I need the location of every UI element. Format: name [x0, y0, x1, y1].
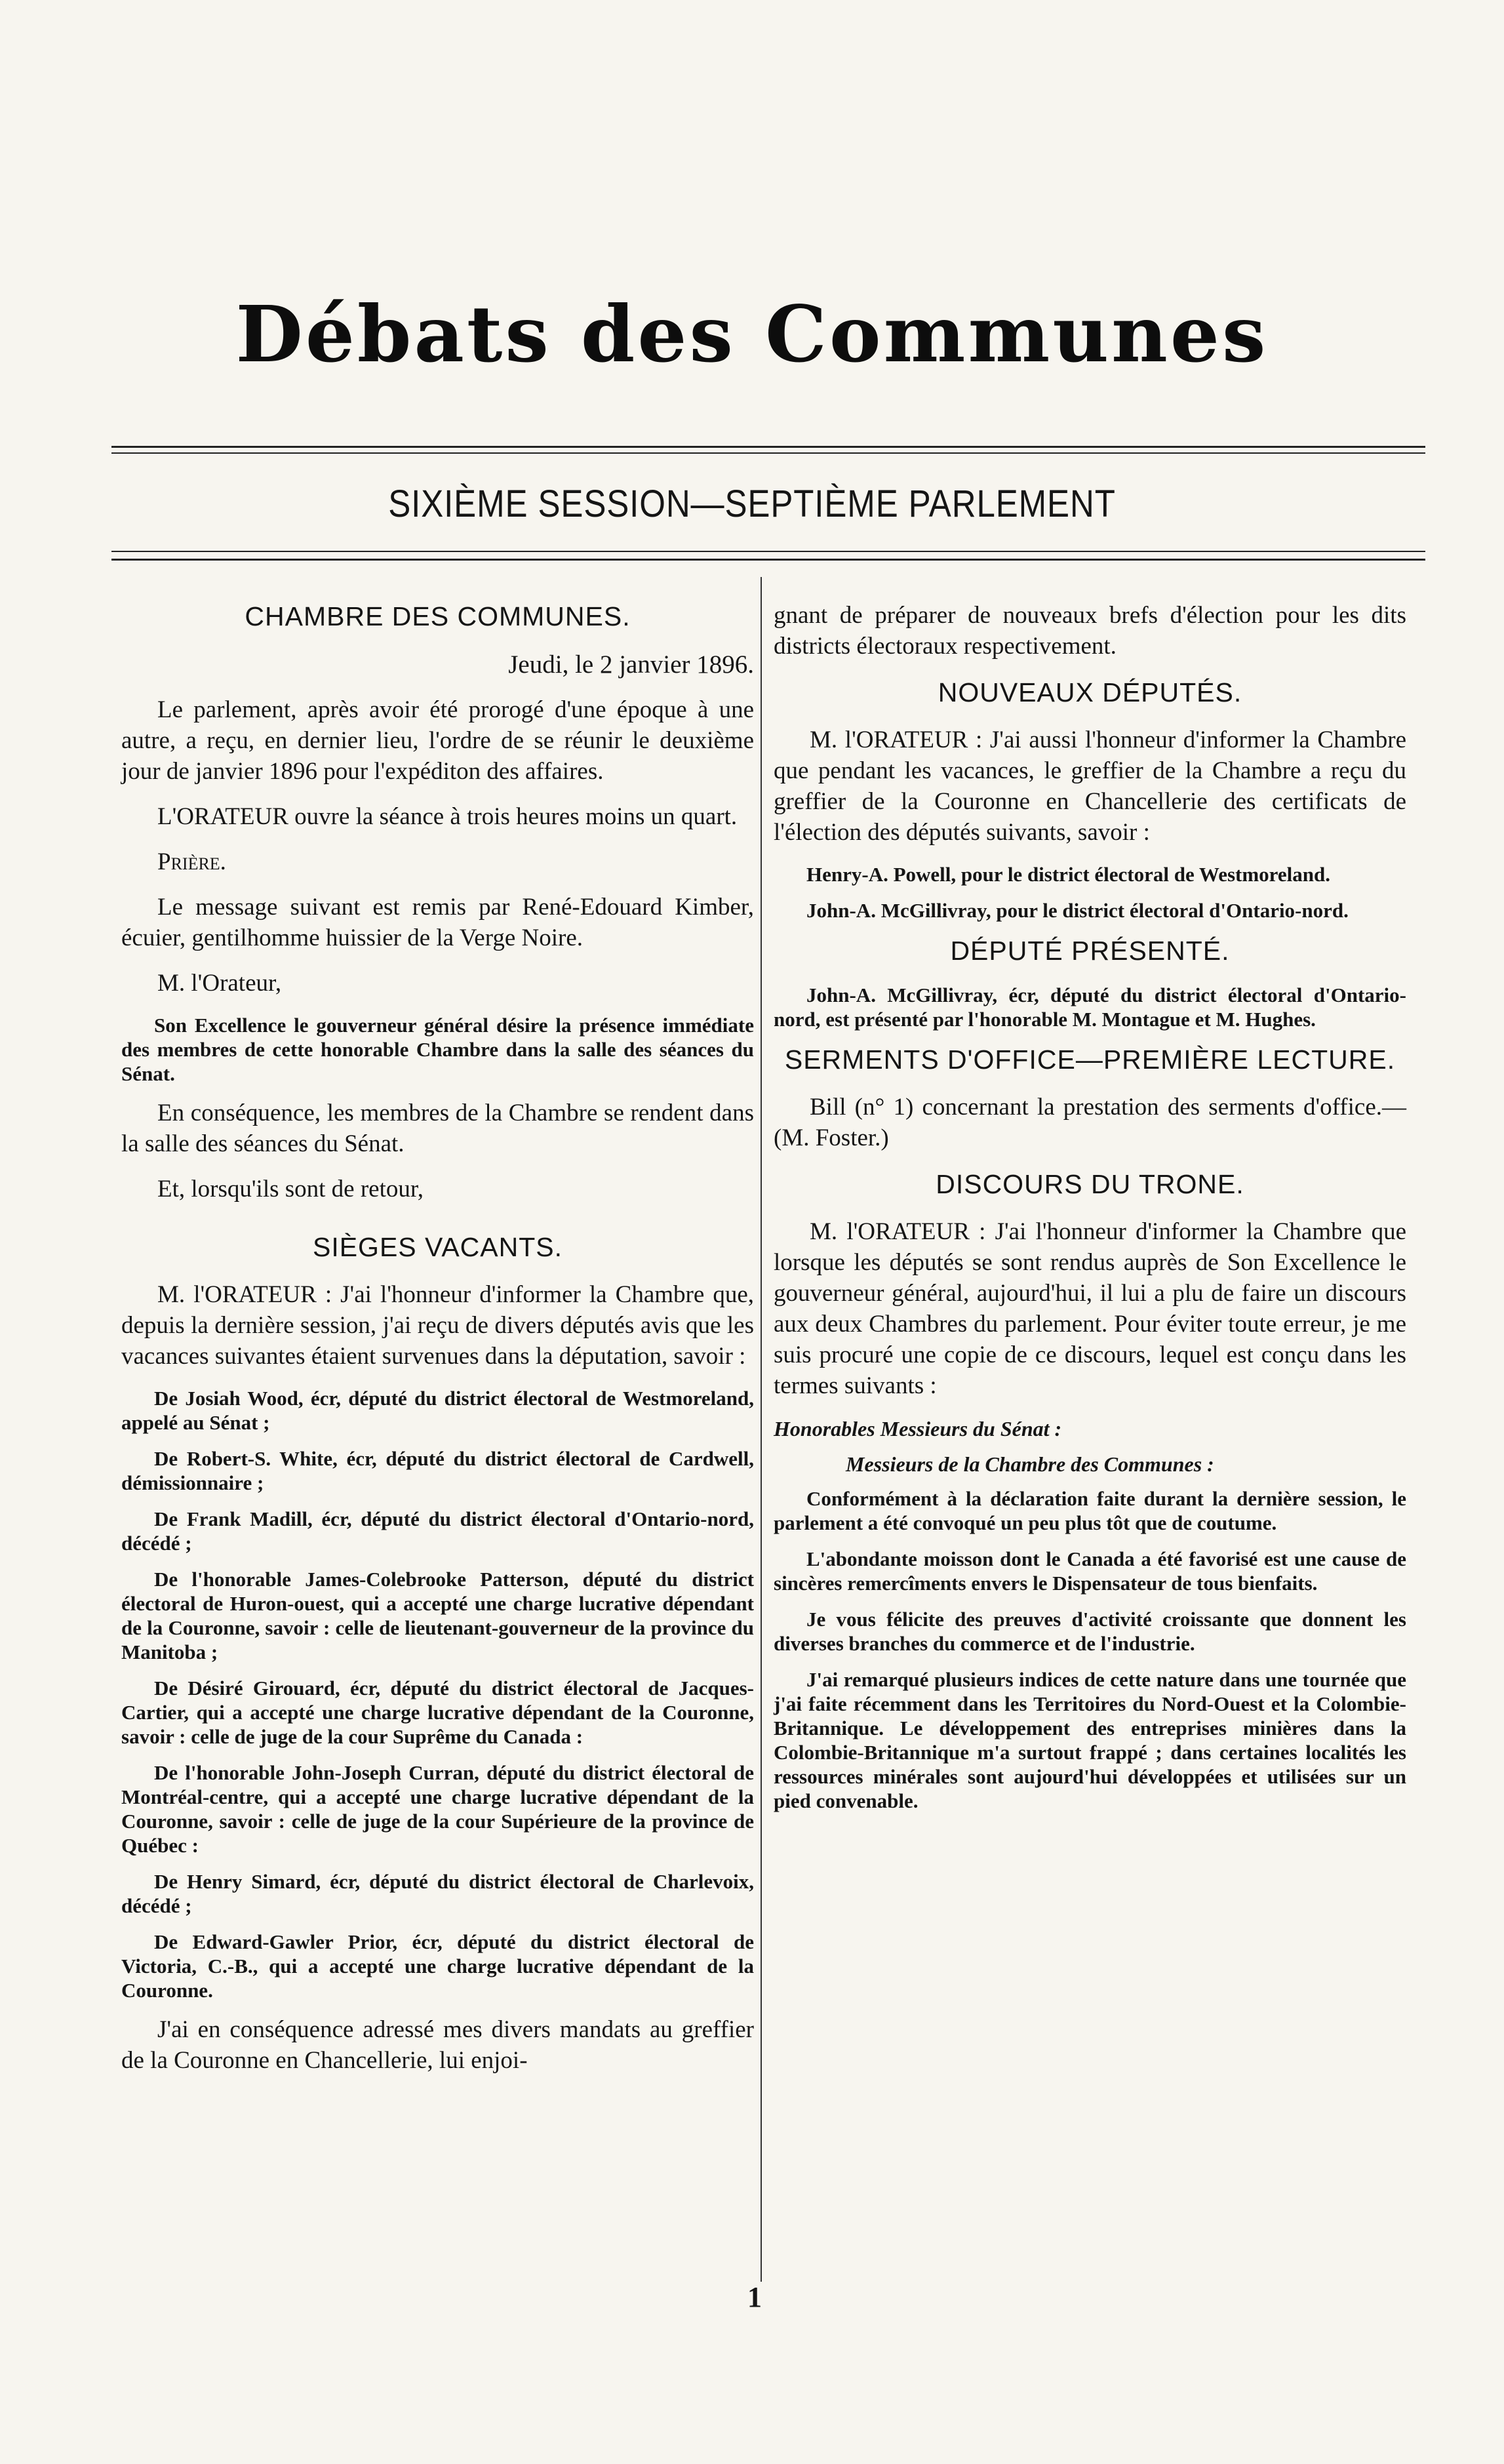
speech-paragraph: Conformément à la déclaration faite durant la dernière session, le parlement a été convoqué un peu plus tôt que de coutume.	[774, 1487, 1406, 1534]
top-rule-thin	[111, 452, 1425, 454]
paragraph: gnant de préparer de nouveaux brefs d'élection pour les dits districts électoraux respectivement.	[774, 602, 1406, 660]
masthead-title: Débats des Communes	[235, 288, 1269, 380]
right-column	[774, 600, 1406, 1825]
session-rule-thick	[111, 559, 1425, 561]
paragraph: Bill (n° 1) concernant la prestation des serments d'office.—(M. Foster.)	[774, 1094, 1406, 1151]
paragraph: Et, lorsqu'ils sont de retour,	[157, 1176, 424, 1202]
paragraph: Le parlement, après avoir été prorogé d'une époque à une autre, a reçu, en dernier lieu, l'ordre de se réunir le deuxième jour de janvier 1896 pour l'expéditon des affaires.	[121, 696, 754, 785]
session-rule	[111, 551, 1425, 552]
vacancy-item: De Frank Madill, écr, député du district électoral d'Ontario-nord, décédé ;	[121, 1507, 754, 1555]
heading-sieges-vacants: SIÈGES VACANTS.	[312, 1232, 563, 1262]
heading-nouveaux-deputes: NOUVEAUX DÉPUTÉS.	[938, 677, 1242, 707]
page-number: 1	[747, 2281, 762, 2313]
vacancy-item: De Josiah Wood, écr, député du district électoral de Westmoreland, appelé au Sénat ;	[121, 1387, 754, 1434]
speech-paragraph: Je vous félicite des preuves d'activité croissante que donnent les diverses branches du commerce et de l'industrie.	[774, 1608, 1406, 1655]
message-text: Son Excellence le gouverneur général désire la présence immédiate des membres de cette honorable Chambre dans la salle des séances du Sénat.	[121, 1014, 754, 1085]
session-title: SIXIÈME SESSION—SEPTIÈME PARLEMENT	[388, 483, 1116, 525]
paragraph: M. l'ORATEUR : J'ai l'honneur d'informer la Chambre que lorsque les députés se sont rendus auprès de Son Excellence le gouverneur général, aujourd'hui, il lui a plu de faire un discours aux deux Chambres du parlement. Pour éviter toute erreur, je me suis procuré une copie de ce discours, lequel est conçu dans les termes suivants :	[774, 1218, 1406, 1399]
vacancy-item: De l'honorable James-Colebrooke Patterson, député du district électoral de Huron-ouest, qui a accepté une charge lucrative dépendant de la Couronne, savoir : celle de lieutenant-gouverneur de la province du Manitoba ;	[121, 1568, 754, 1663]
vacancy-item: De Edward-Gawler Prior, écr, député du district électoral de Victoria, C.-B., qui a accepté une charge lucrative dépendant de la Couronne.	[121, 1930, 754, 2002]
new-member-item: John-A. McGillivray, pour le district électoral d'Ontario-nord.	[806, 899, 1349, 922]
paragraph: Le message suivant est remis par René-Edouard Kimber, écuier, gentilhomme huissier de la Verge Noire.	[121, 894, 754, 951]
vacancy-item: De Robert-S. White, écr, député du district électoral de Cardwell, démissionnaire ;	[121, 1447, 754, 1494]
presented-member: John-A. McGillivray, écr, député du district électoral d'Ontario-nord, est présenté par l'honorable M. Montague et M. Hughes.	[774, 984, 1406, 1031]
top-rule	[111, 446, 1425, 448]
column-divider	[761, 577, 762, 2282]
orateur-salutation: M. l'Orateur,	[157, 970, 282, 997]
vacancy-item: De Désiré Girouard, écr, député du district électoral de Jacques-Cartier, qui a accepté une charge lucrative dépendant de la Couronne, savoir : celle de juge de la cour Suprême du Canada :	[121, 1677, 754, 1748]
vacancy-item: De Henry Simard, écr, député du district électoral de Charlevoix, décédé ;	[121, 1870, 754, 1917]
heading-depute-presente: DÉPUTÉ PRÉSENTÉ.	[950, 936, 1230, 966]
sitting-date: Jeudi, le 2 janvier 1896.	[508, 650, 754, 679]
salutation-senat: Honorables Messieurs du Sénat :	[774, 1417, 1062, 1441]
vacancy-item: De l'honorable John-Joseph Curran, député du district électoral de Montréal-centre, qui a accepté une charge lucrative dépendant de la Couronne, savoir : celle de juge de la cour Supérieure de la province de Québec :	[121, 1761, 754, 1857]
heading-serments: SERMENTS D'OFFICE—PREMIÈRE LECTURE.	[784, 1044, 1396, 1075]
paragraph: J'ai en conséquence adressé mes divers mandats au greffier de la Couronne en Chancellerie, lui enjoi-	[121, 2016, 754, 2074]
speech-paragraph: J'ai remarqué plusieurs indices de cette nature dans une tournée que j'ai faite récemment dans les Territoires du Nord-Ouest et la Colombie-Britannique. Le développement des entreprises minières dans la Colombie-Britannique m'a surtout frappé ; dans certaines localités les ressources minérales sont aujourd'hui développées et utilisées sur un pied convenable.	[774, 1668, 1406, 1812]
left-column	[121, 600, 754, 2090]
heading-discours: DISCOURS DU TRONE.	[936, 1169, 1244, 1199]
paragraph: L'ORATEUR ouvre la séance à trois heures moins un quart.	[157, 803, 738, 830]
paragraph: En conséquence, les membres de la Chambre se rendent dans la salle des séances du Sénat.	[121, 1100, 754, 1157]
speech-paragraph: L'abondante moisson dont le Canada a été favorisé est une cause de sincères remercîments envers le Dispensateur de tous bienfaits.	[774, 1547, 1406, 1595]
new-member-item: Henry-A. Powell, pour le district électoral de Westmoreland.	[806, 863, 1330, 886]
priere-label: Prière.	[157, 848, 226, 875]
heading-chambre: CHAMBRE DES COMMUNES.	[245, 601, 631, 631]
salutation-communes: Messieurs de la Chambre des Communes :	[846, 1452, 1214, 1476]
paragraph: M. l'ORATEUR : J'ai aussi l'honneur d'informer la Chambre que pendant les vacances, le greffier de la Chambre a reçu du greffier de la Couronne en Chancellerie des certificats de l'élection des députés suivants, savoir :	[774, 726, 1406, 846]
paragraph: M. l'ORATEUR : J'ai l'honneur d'informer la Chambre que, depuis la dernière session, j'ai reçu de divers députés avis que les vacances suivantes étaient survenues dans la députation, savoir :	[121, 1281, 754, 1370]
